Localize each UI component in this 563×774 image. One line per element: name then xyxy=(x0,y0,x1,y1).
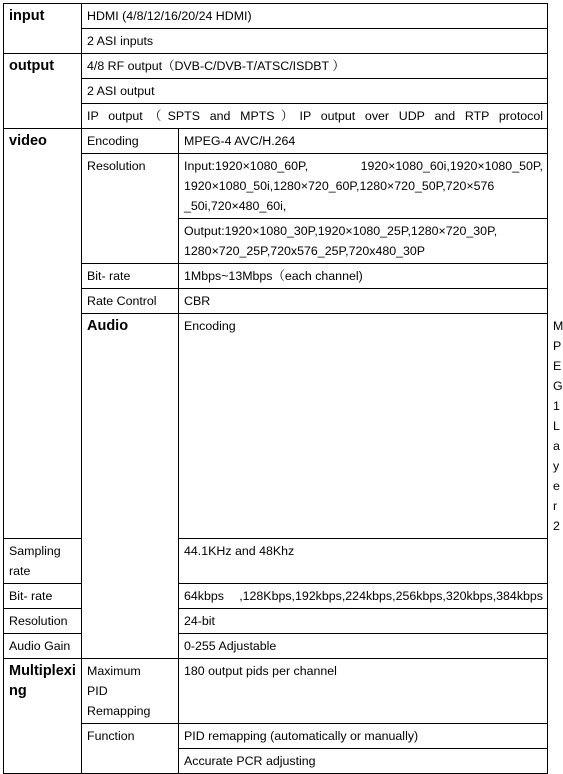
spec-name: Function xyxy=(82,724,179,774)
category-input: input xyxy=(4,4,82,54)
table-row xyxy=(4,154,548,219)
spec-value: MPEG-4 AVC/H.264 xyxy=(179,129,548,154)
spec-value-resolution-input: Input:1920×1080_60P, 1920×1080_60i,1920×1080_50P, 1920×1080_50i,1280×720_60P,1280×720_50P,720×576 _50i,720×480_60i, xyxy=(179,154,548,219)
category-video: video xyxy=(4,129,82,539)
spec-value: 4/8 RF output（DVB-C/DVB-T/ATSC/ISDBT ） xyxy=(82,54,548,79)
table-row xyxy=(4,289,548,314)
category-audio: Audio xyxy=(82,314,179,659)
table-row xyxy=(4,724,548,749)
spec-name: Bit- rate xyxy=(4,584,82,609)
spec-value: PID remapping (automatically or manually) xyxy=(179,724,548,749)
spec-name: Encoding xyxy=(179,314,548,539)
table-row xyxy=(4,54,548,79)
spec-name: Rate Control xyxy=(82,289,179,314)
spec-value: Accurate PCR adjusting xyxy=(179,749,548,774)
table-row xyxy=(4,659,548,724)
spec-value: CBR xyxy=(179,289,548,314)
spec-name: Encoding xyxy=(82,129,179,154)
table-row xyxy=(4,4,548,29)
category-multiplexing: Multiplexing xyxy=(4,659,82,774)
spec-value: 0-255 Adjustable xyxy=(179,634,548,659)
table-row xyxy=(4,104,548,129)
spec-name: Resolution xyxy=(4,609,82,634)
spec-value-resolution-output: Output:1920×1080_30P,1920×1080_25P,1280×720_30P, 1280×720_25P,720x576_25P,720x480_30P xyxy=(179,219,548,264)
spec-table-wrapper xyxy=(3,3,563,774)
spec-name: Audio Gain xyxy=(4,634,82,659)
spec-value: 1Mbps~13Mbps（each channel) xyxy=(179,264,548,289)
spec-name: Resolution xyxy=(82,154,179,264)
spec-value: HDMI (4/8/12/16/20/24 HDMI) xyxy=(82,4,548,29)
table-row xyxy=(4,79,548,104)
spec-value: 180 output pids per channel xyxy=(179,659,548,724)
category-output: output xyxy=(4,54,82,129)
spec-name: Sampling rate xyxy=(4,539,82,584)
spec-table xyxy=(3,3,563,774)
table-row: Audio Encoding MPEG1 Layer2 xyxy=(4,314,548,539)
spec-value: 2 ASI output xyxy=(82,79,548,104)
table-row xyxy=(4,264,548,289)
table-row xyxy=(4,129,548,154)
table-row xyxy=(4,29,548,54)
spec-value: IP output（SPTS and MPTS）IP output over UDP and RTP protocol xyxy=(82,104,548,129)
spec-value: 24-bit xyxy=(179,609,548,634)
spec-value: 64kbps ,128Kbps,192kbps,224kbps,256kbps,320kbps,384kbps xyxy=(179,584,548,609)
spec-value: 44.1KHz and 48Khz xyxy=(179,539,548,584)
spec-name: Bit- rate xyxy=(82,264,179,289)
spec-value: 2 ASI inputs xyxy=(82,29,548,54)
spec-name: Maximum PID Remapping xyxy=(82,659,179,724)
